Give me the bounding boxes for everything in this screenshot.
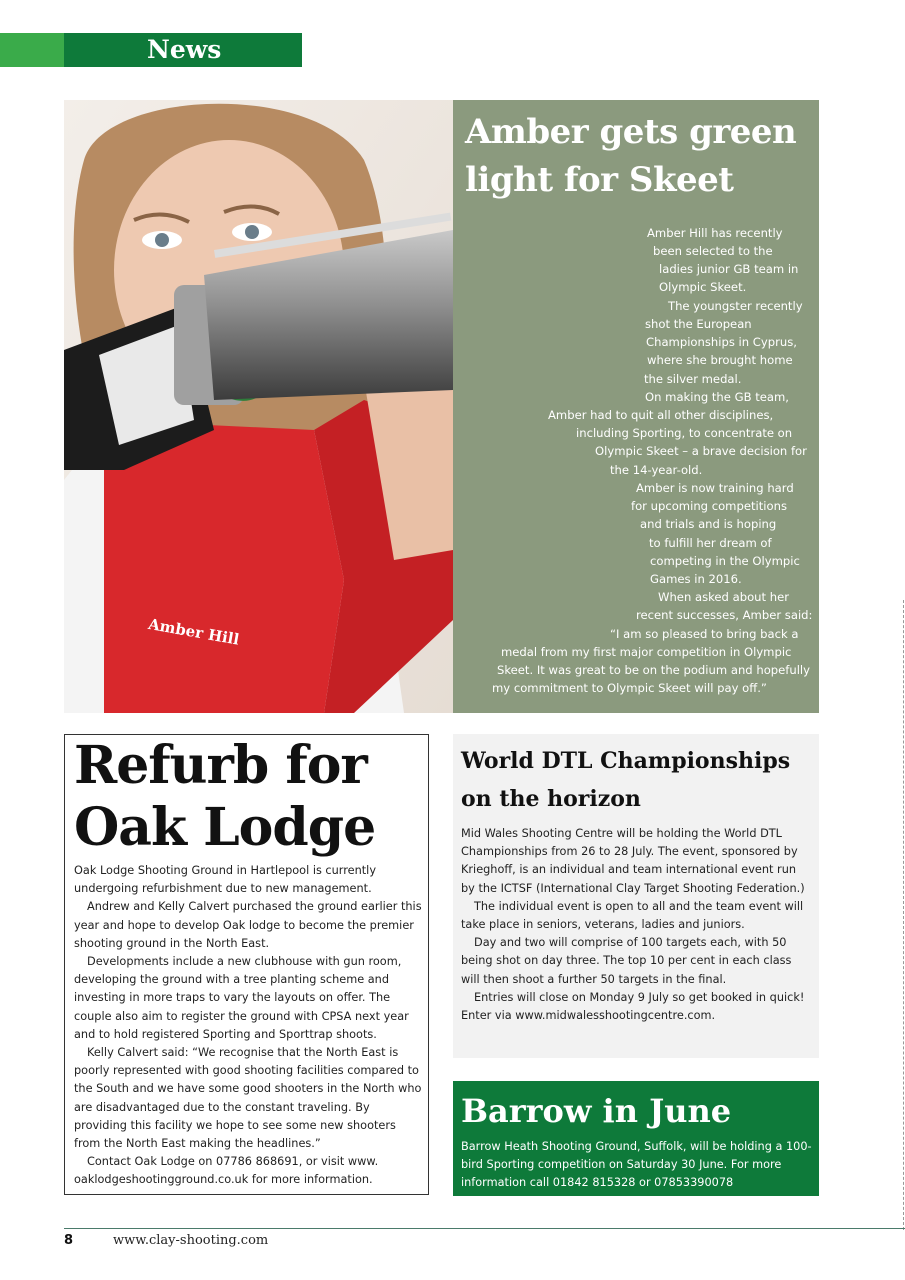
amber-body-line: Amber is now training hard	[636, 481, 794, 495]
refurb-article-title	[74, 735, 424, 859]
barrow-article-title: Barrow in June	[461, 1092, 732, 1130]
section-tab	[0, 33, 302, 67]
amber-body-line: Olympic Skeet – a brave decision for	[595, 444, 807, 458]
refurb-title-line: Oak Lodge	[74, 797, 376, 858]
barrow-article	[453, 1081, 819, 1196]
amber-body-line: recent successes, Amber said:	[636, 608, 813, 622]
amber-body-line: to fulfill her dream of	[649, 536, 772, 550]
refurb-article-body	[74, 862, 424, 1190]
section-tab-accent	[0, 33, 64, 67]
page-number: 8	[64, 1233, 74, 1248]
amber-body-line: “I am so pleased to bring back a	[610, 627, 799, 641]
dtl-article-body	[461, 825, 813, 1025]
dtl-title-line: on the horizon	[461, 786, 641, 812]
amber-article	[453, 100, 819, 713]
dtl-paragraph: Entries will close on Monday 9 July so get booked in quick! Enter via www.midwalesshootingcentre.com.	[461, 990, 805, 1023]
shooter-illustration	[64, 100, 453, 713]
amber-body-line: Amber had to quit all other disciplines,	[548, 408, 774, 422]
amber-body-line: the 14-year-old.	[610, 463, 703, 477]
refurb-paragraph: Kelly Calvert said: “We recognise that the North East is poorly represented with good shooting facilities compared to the South and we have some good shooters in the North who are disadvantaged due to the constant traveling. By providing this facility we hope to see some new shooters from the North East making the headlines.”	[74, 1046, 422, 1151]
section-tab-label: News	[147, 35, 222, 64]
amber-body-line: including Sporting, to concentrate on	[576, 426, 793, 440]
refurb-paragraph: Andrew and Kelly Calvert purchased the ground earlier this year and hope to develop Oak lodge to become the premier shooting ground in the North East.	[74, 900, 422, 950]
amber-photo	[64, 100, 453, 713]
amber-article-title: Amber gets green light for Skeet	[465, 112, 797, 200]
footer-rule	[64, 1228, 905, 1229]
amber-body-line: Skeet. It was great to be on the podium and hopefully	[497, 663, 811, 677]
amber-body-line: competing in the Olympic	[650, 554, 800, 568]
barrow-article-body	[461, 1138, 813, 1193]
margin-rule	[903, 600, 904, 1230]
footer-url: www.clay-shooting.com	[113, 1233, 269, 1248]
amber-body-line: ladies junior GB team in	[659, 262, 799, 276]
dtl-article-title	[461, 742, 811, 818]
amber-body-line: On making the GB team,	[645, 390, 789, 404]
amber-body-line: The youngster recently	[668, 299, 803, 313]
amber-body-line: my commitment to Olympic Skeet will pay off.”	[492, 681, 767, 695]
dtl-title-line: World DTL Championships	[461, 748, 791, 774]
amber-body-line: medal from my first major competition in Olympic	[501, 645, 792, 659]
vest-name: Amber Hill	[146, 615, 241, 649]
amber-body-line: Amber Hill has recently	[647, 226, 783, 240]
refurb-paragraph: Contact Oak Lodge on 07786 868691, or visit www. oaklodgeshootingground.co.uk for more information.	[74, 1155, 379, 1187]
amber-body-line: Olympic Skeet.	[659, 280, 747, 294]
amber-body-line: Games in 2016.	[650, 572, 742, 586]
dtl-paragraph: Mid Wales Shooting Centre will be holding the World DTL Championships from 26 to 28 July. The event, sponsored by Krieghoff, is an individual and team international event run by the ICTSF (International Clay Target Shooting Federation.)	[461, 827, 805, 895]
amber-body-line: When asked about her	[658, 590, 789, 604]
amber-body-line: where she brought home	[647, 353, 793, 367]
barrow-paragraph: Barrow Heath Shooting Ground, Suffolk, will be holding a 100-bird Sporting competition on Saturday 30 June. For more information call 01842 815328 or 07853390078	[461, 1140, 812, 1190]
refurb-article	[64, 734, 429, 1195]
amber-body-line: shot the European	[645, 317, 752, 331]
amber-body-line: been selected to the	[653, 244, 773, 258]
amber-body-line: for upcoming competitions	[631, 499, 787, 513]
dtl-paragraph: Day and two will comprise of 100 targets each, with 50 being shot on day three. The top 10 per cent in each class will then shoot a further 50 targets in the final.	[461, 936, 792, 986]
amber-body-line: the silver medal.	[644, 372, 742, 386]
refurb-paragraph: Developments include a new clubhouse with gun room, developing the ground with a tree planting scheme and investing in more traps to vary the layouts on offer. The couple also aim to register the ground with CPSA next year and to hold registered Sporting and Sporttrap shoots.	[74, 955, 409, 1041]
dtl-article	[453, 734, 819, 1058]
amber-body-line: Championships in Cyprus,	[646, 335, 797, 349]
refurb-paragraph: Oak Lodge Shooting Ground in Hartlepool is currently undergoing refurbishment due to new management.	[74, 864, 377, 896]
amber-body-line: and trials and is hoping	[640, 517, 777, 531]
refurb-title-line: Refurb for	[74, 735, 367, 796]
dtl-paragraph: The individual event is open to all and the team event will take place in seniors, veterans, ladies and juniors.	[461, 899, 804, 932]
